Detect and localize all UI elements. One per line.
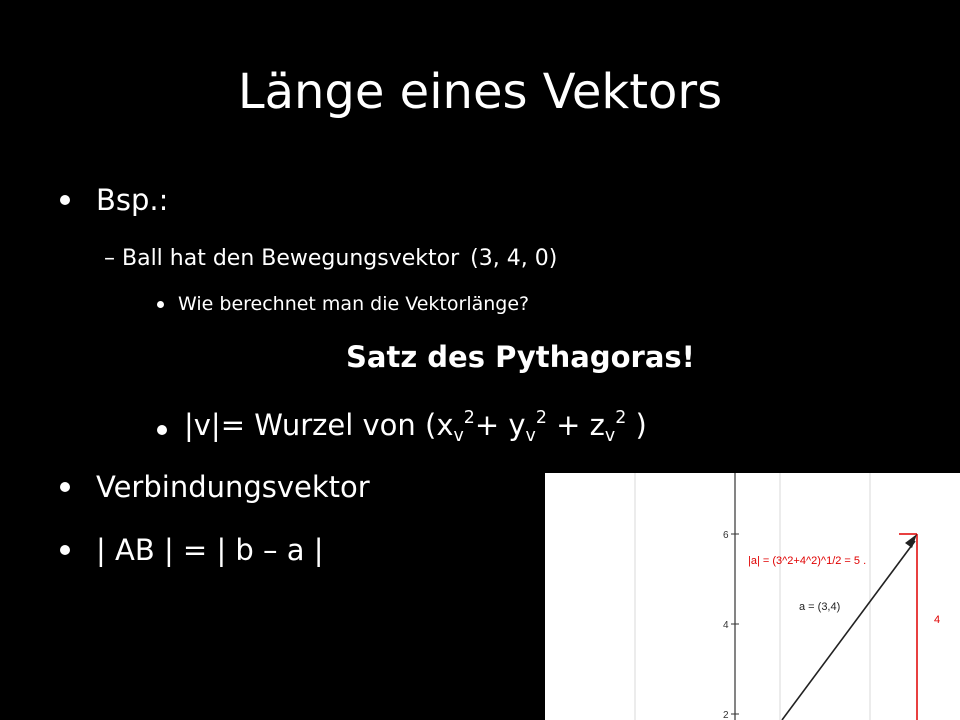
bullet-icon [157,301,164,308]
bullet-connect: Verbindungsvektor [96,470,370,504]
formula-prefix: |v|= Wurzel von (x [184,408,454,442]
pythagoras-heading: Satz des Pythagoras! [346,340,695,374]
formula-sup-z: 2 [615,408,627,428]
formula-mid-y: + y [474,408,526,442]
formula-suffix: ) [626,408,647,442]
formula-sub-z: v [604,426,616,446]
graph-svg [545,473,960,720]
bullet-icon [60,545,70,555]
sub-bullet-ball-text: – Ball hat den Bewegungsvektor [104,246,460,271]
bullet-example: Bsp.: [96,183,169,217]
ball-vector: (3, 4, 0) [470,246,558,271]
bullet-icon [157,425,167,435]
formula-mid-z: + z [546,408,605,442]
formula-sup-x: 2 [463,408,475,428]
sub-bullet-ball [104,245,557,273]
length-formula [184,400,647,454]
bullet-ab: | AB | = | b – a | [96,533,324,567]
bullet-icon [60,482,70,492]
subsub-question: Wie berechnet man die Vektorlänge? [178,293,530,315]
formula-sub-y: v [525,426,536,446]
vector-a-label: a = (3,4) [799,601,841,613]
vector-graph [545,473,960,720]
bullet-icon [60,195,70,205]
formula-sup-y: 2 [535,408,547,428]
side-length-label: 4 [934,614,941,626]
slide-title: Länge eines Vektors [237,64,723,120]
y-tick-label: 6 [723,530,729,541]
red-length-formula: |a| = (3^2+4^2)^1/2 = 5 . [748,555,867,567]
vector-arrowhead-icon [905,534,917,548]
y-tick-label: 2 [723,710,729,720]
y-tick-label: 4 [723,620,729,631]
formula-sub-x: v [453,426,464,446]
vector-a-line [782,541,915,720]
